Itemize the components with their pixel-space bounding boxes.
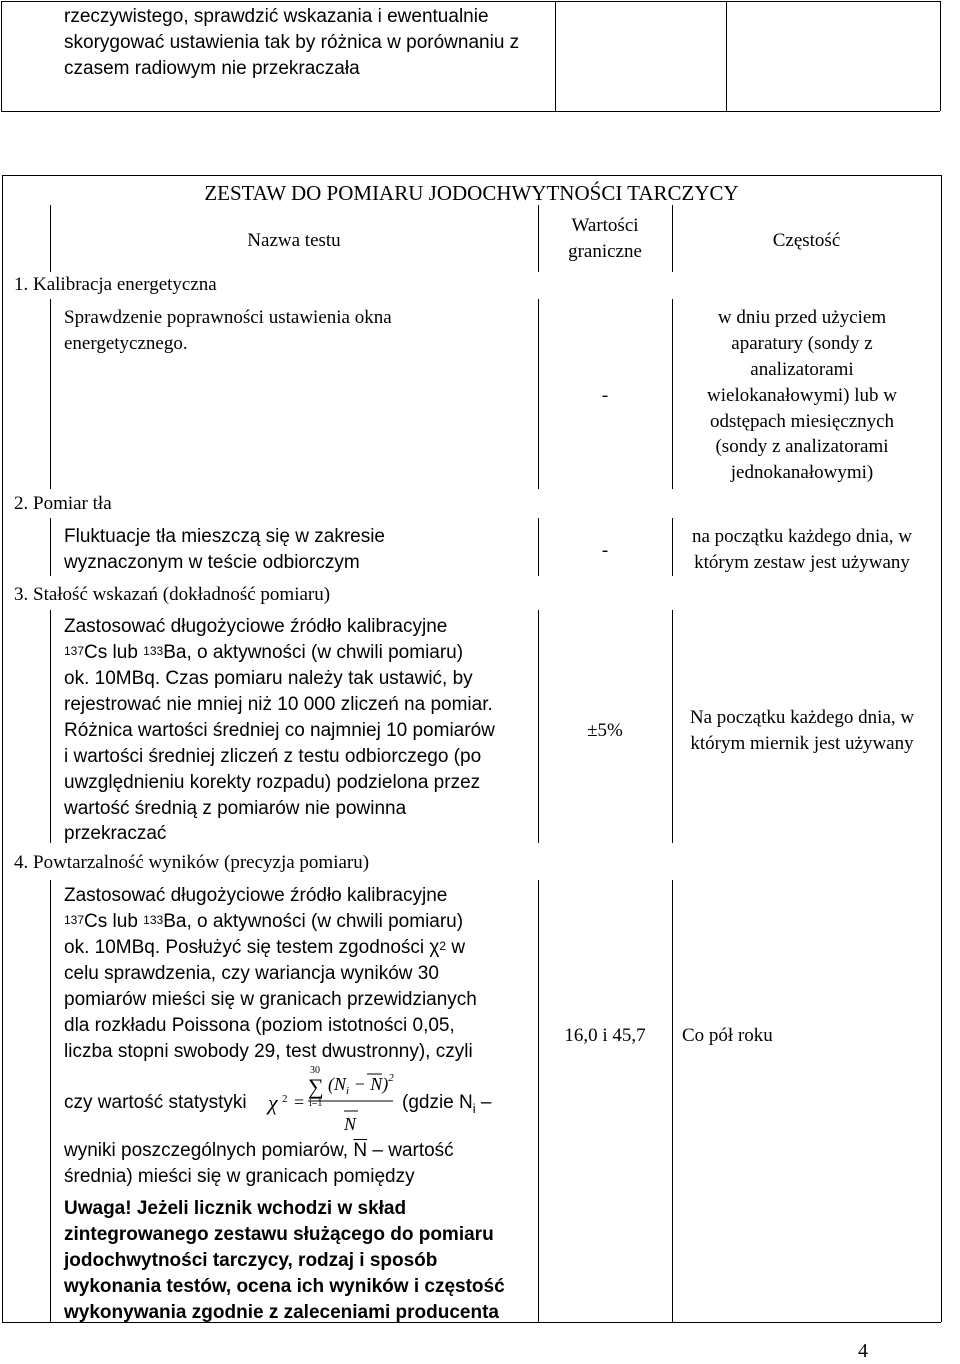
formula-chi-sup: 2: [282, 1093, 288, 1105]
section-4-desc-3: [64, 935, 465, 961]
section-4-note-4: wykonania testów, ocena ich wyników i częstość: [64, 1276, 505, 1297]
section-2-desc-2: wyznaczonym w teście odbiorczym: [64, 552, 360, 573]
section-3-heading: 3. Stałość wskazań (dokładność pomiaru): [14, 584, 331, 605]
header-test-name: Nazwa testu: [247, 230, 341, 251]
section-4-after-2: średnia) mieści się w granicach pomiędzy: [64, 1166, 415, 1187]
section-4-heading: 4. Powtarzalność wyników (precyzja pomiaru): [14, 852, 370, 873]
section-3-freq-1: Na początku każdego dnia, w: [689, 707, 915, 728]
section-1-freq-2: aparatury (sondy z: [731, 333, 873, 354]
isotope-mass-ba: 133: [143, 644, 164, 658]
page-number: 4: [858, 1340, 868, 1362]
chi-test-text-end: w: [446, 937, 466, 958]
formula-eq: =: [294, 1092, 305, 1112]
formula-sum-top: 30: [310, 1065, 320, 1076]
isotope-cs: Cs lub: [84, 642, 144, 663]
isotope-cs: Cs lub: [84, 911, 144, 932]
isotope-ba-text: Ba, o aktywności (w chwili pomiaru): [163, 642, 464, 663]
after-formula-nbar: $\overline{N}$: [353, 1140, 368, 1161]
section-3-limit: ±5%: [587, 720, 623, 741]
section-3-desc-6: i wartości średniej zliczeń z testu odbiorczego (po: [64, 746, 482, 767]
after-formula-pre: wyniki poszczególnych pomiarów,: [64, 1140, 354, 1161]
section-1-desc-1: Sprawdzenie poprawności ustawienia okna: [64, 307, 392, 328]
isotope-ba-text: Ba, o aktywności (w chwili pomiaru): [163, 911, 464, 932]
chi-square-sup: 2: [439, 939, 447, 953]
section-2-freq-1: na początku każdego dnia, w: [692, 526, 912, 547]
section-3-freq-2: którym miernik jest używany: [690, 733, 914, 754]
section-2-limit: -: [601, 540, 609, 561]
section-4-note-5: wykonywania zgodnie z zaleceniami producenta: [64, 1302, 499, 1323]
section-2-freq-2: którym zestaw jest używany: [694, 552, 910, 573]
section-1-freq-5: odstępach miesięcznych: [709, 411, 895, 432]
section-3-desc-1: Zastosować długożyciowe źródło kalibracyjne: [64, 616, 448, 637]
section-3-desc-2: [64, 640, 463, 666]
header-limits-line1: Wartości: [571, 215, 639, 236]
section-3-desc-3: ok. 10MBq. Czas pomiaru należy tak ustawić, by: [64, 668, 473, 689]
formula-numerator: $(N_i - N)^2$: [328, 1072, 394, 1097]
section-4-note-1: Uwaga! Jeżeli licznik wchodzi w skład: [64, 1198, 407, 1219]
formula-trail-dash: –: [475, 1092, 492, 1113]
section-3-desc-9: przekraczać: [64, 823, 167, 844]
header-limits-line2: graniczne: [568, 241, 642, 262]
section-1-freq-4: wielokanałowymi) lub w: [707, 385, 897, 406]
section-3-desc-7: uwzględnieniu korekty rozpadu) podzielona przez: [64, 772, 481, 793]
header-frequency: Częstość: [772, 230, 841, 251]
section-4-desc-2: [64, 909, 463, 935]
formula-lead: czy wartość statystyki: [64, 1092, 247, 1113]
section-4-desc-6: dla rozkładu Poissona (poziom istotności 0,05,: [64, 1015, 455, 1036]
top-line-3: czasem radiowym nie przekraczała: [64, 58, 360, 79]
table-title: ZESTAW DO POMIARU JODOCHWYTNOŚCI TARCZYCY: [204, 181, 739, 205]
section-4-limit: 16,0 i 45,7: [564, 1025, 646, 1046]
section-4-desc-5: pomiarów mieści się w granicach przewidzianych: [64, 989, 477, 1010]
section-4-desc-4: celu sprawdzenia, czy wariancja wyników 30: [64, 963, 439, 984]
section-4-after-1: [64, 1138, 454, 1164]
formula-sum-bottom: i=1: [309, 1098, 323, 1109]
formula-denominator: N: [344, 1114, 357, 1134]
formula-trail-text: (gdzie N: [402, 1092, 473, 1113]
isotope-mass-ba: 133: [143, 913, 164, 927]
section-4-desc-1: Zastosować długożyciowe źródło kalibracyjne: [64, 885, 448, 906]
formula-trail-sub: i: [472, 1100, 476, 1116]
isotope-mass-cs: 137: [64, 913, 85, 927]
section-4-note-3: jodochwytności tarczycy, rodzaj i sposób: [64, 1250, 438, 1271]
section-1-freq-1: w dniu przed użyciem: [717, 307, 887, 328]
section-1-heading: 1. Kalibracja energetyczna: [14, 274, 217, 295]
formula-sigma: ∑: [308, 1074, 324, 1099]
top-line-2: skorygować ustawienia tak by różnica w porównaniu z: [64, 32, 520, 53]
section-1-freq-6: (sondy z analizatorami: [715, 436, 889, 457]
section-1-desc-2: energetycznego.: [64, 333, 188, 354]
top-line-1: rzeczywistego, sprawdzić wskazania i ewentualnie: [64, 6, 489, 27]
section-4-freq: Co pół roku: [682, 1025, 773, 1046]
formula-trail: [402, 1090, 492, 1122]
after-formula-post: – wartość: [367, 1140, 454, 1161]
section-3-desc-8: wartość średnią z pomiarów nie powinna: [64, 798, 407, 819]
section-3-desc-4: rejestrować nie mniej niż 10 000 zliczeń na pomiar.: [64, 694, 493, 715]
section-4-note-2: zintegrowanego zestawu służącego do pomiaru: [64, 1224, 494, 1245]
chi-test-text: ok. 10MBq. Posłużyć się testem zgodności χ: [64, 937, 440, 958]
section-1-freq-7: jednokanałowymi): [730, 462, 874, 483]
isotope-mass-cs: 137: [64, 644, 85, 658]
section-2-desc-1: Fluktuacje tła mieszczą się w zakresie: [64, 526, 385, 547]
section-1-limit: -: [601, 385, 609, 406]
section-4-desc-7: liczba stopni swobody 29, test dwustronny), czyli: [64, 1041, 473, 1062]
section-2-heading: 2. Pomiar tła: [14, 493, 112, 514]
formula-chi: χ: [268, 1090, 278, 1115]
section-3-desc-5: Różnica wartości średniej co najmniej 10 pomiarów: [64, 720, 495, 741]
section-1-freq-3: analizatorami: [750, 359, 854, 380]
